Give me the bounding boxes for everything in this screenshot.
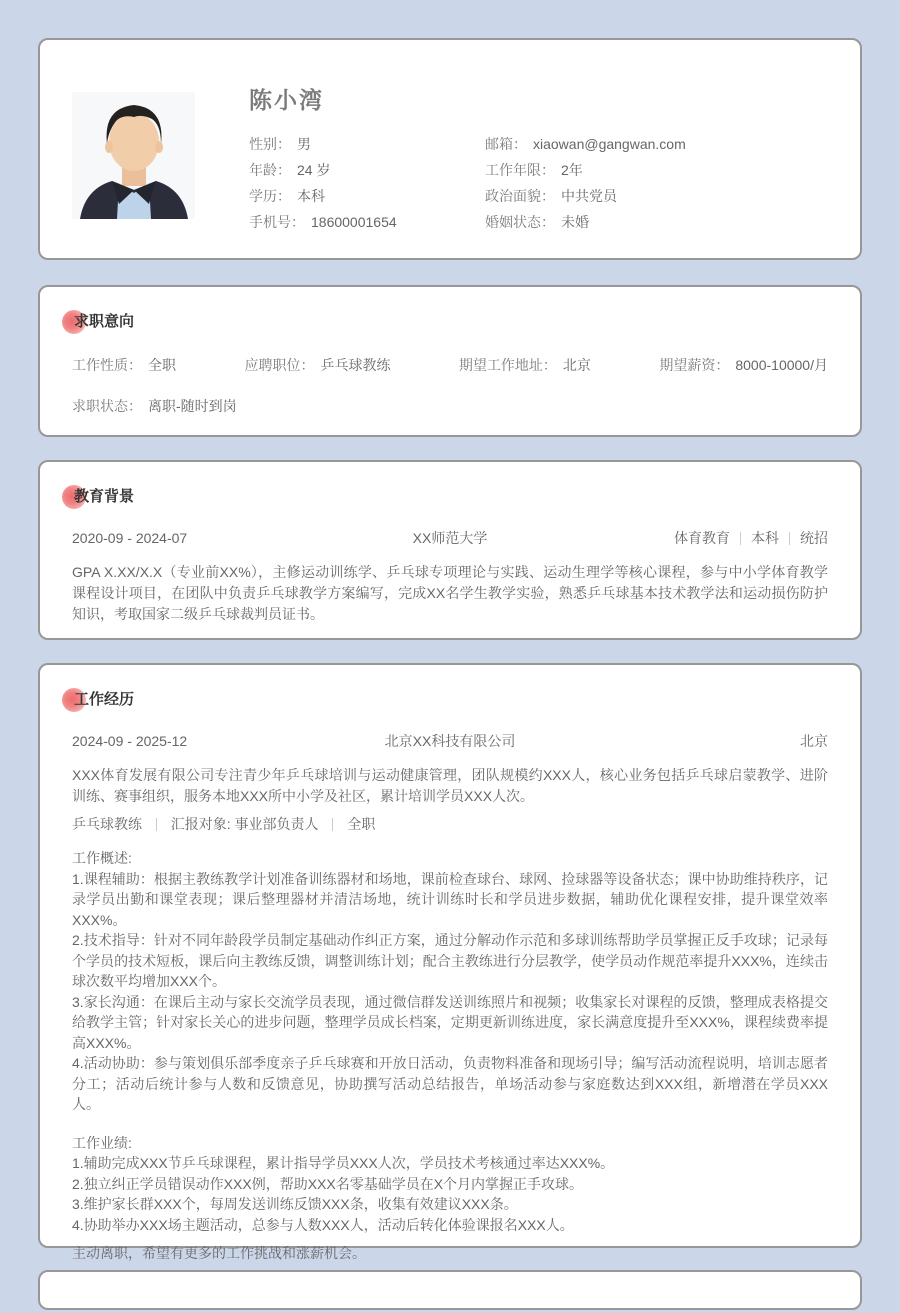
profile-fields: [249, 131, 828, 235]
education-admission: 统招: [800, 530, 828, 546]
field-degree-label: 学历：: [249, 188, 291, 204]
job-intention-title: [72, 313, 134, 331]
work-achievement-item: 3.维护家长群XXX个，每周发送训练反馈XXX条，收集有效建议XXX条。: [72, 1196, 518, 1212]
field-expected-salary: [659, 355, 828, 375]
field-job-nature: [72, 355, 176, 375]
work-location: 北京: [800, 733, 828, 749]
field-job-nature-label: 工作性质：: [72, 357, 142, 373]
field-job-nature-value: 全职: [148, 357, 176, 373]
work-overview-item: 4.活动协助：参与策划俱乐部季度亲子乒乓球赛和开放日活动，负责物料准备和现场引导；编写活动流程说明，培训志愿者分工；活动后统计参与人数和反馈意见，协助撰写活动总结报告，单场活动参与家庭数达到XXX组，新增潜在学员XXX人。: [72, 1055, 828, 1112]
field-phone-value: 18600001654: [311, 214, 397, 230]
field-degree: [249, 183, 485, 209]
work-overview-item: 1.课程辅助：根据主教练教学计划准备训练器材和场地，课前检查球台、球网、捡球器等设备状态；课中协助维持秩序，记录学员出勤和课堂表现；课后整理器材并清洁场地，统计训练时长和学员进步数据，辅助优化课程安排，提升课堂效率XXX%。: [72, 870, 828, 928]
field-marital-status: [485, 209, 828, 235]
work-overview-item: 3.家长沟通：在课后主动与家长交流学员表现，通过微信群发送训练照片和视频；收集家长对课程的反馈，整理成表格提交给教学主管；针对家长关心的进步问题，整理学员成长档案，定期更新训练进度，家长满意度提升至XXX%，课程续费率提高XXX%。: [72, 993, 828, 1051]
resume-page: [0, 38, 900, 1313]
field-target-position-label: 应聘职位：: [244, 357, 315, 373]
leave-reason: 主动离职，希望有更多的工作挑战和涨薪机会。: [72, 1245, 366, 1261]
field-target-position-value: 乒乓球教练: [320, 357, 391, 373]
company-intro: XXX体育发展有限公司专注青少年乒乓球培训与运动健康管理，团队规模约XXX人，核心业务包括乒乓球启蒙教学、进阶训练、赛事组织，服务本地XXX所中小学及社区，累计培训学员XXX人次。: [72, 767, 828, 804]
education-major: 体育教育: [674, 530, 730, 546]
field-degree-value: 本科: [297, 188, 325, 204]
work-achievement-item: 2.独立纠正学员错误动作XXX例，帮助XXX名零基础学员在X个月内掌握正手攻球。: [72, 1175, 584, 1192]
field-target-location: [459, 355, 591, 375]
field-gender: [249, 131, 485, 157]
work-overview-label: 工作概述:: [72, 850, 132, 866]
field-target-location-label: 期望工作地址：: [458, 357, 557, 373]
job-intention-title-text: 求职意向: [74, 313, 135, 330]
field-experience-years-value: 2年: [561, 162, 583, 178]
education-degree: 本科: [751, 530, 779, 546]
field-age-value: 24 岁: [297, 162, 331, 178]
field-marital-status-label: 婚姻状态：: [485, 214, 555, 230]
education-school: XX师范大学: [412, 530, 488, 546]
field-target-location-value: 北京: [562, 357, 591, 373]
field-job-status-label: 求职状态：: [72, 398, 142, 414]
separator: [740, 532, 741, 545]
field-target-position: [244, 355, 390, 375]
field-phone-label: 手机号：: [249, 214, 305, 230]
field-age: [249, 157, 485, 183]
field-gender-value: 男: [297, 136, 311, 152]
field-age-label: 年龄：: [249, 162, 291, 178]
field-email-label: 邮箱：: [485, 136, 527, 152]
work-job-type: 全职: [347, 816, 376, 832]
work-role: 乒乓球教练: [72, 816, 142, 832]
education-meta-row: [72, 528, 828, 548]
field-job-status: [72, 396, 828, 416]
profile-info: [249, 80, 828, 258]
field-gender-label: 性别：: [249, 136, 291, 152]
next-section-card-partial: [38, 1270, 862, 1310]
work-meta-row: [72, 731, 828, 751]
work-company: 北京XX科技有限公司: [384, 733, 516, 749]
education-card: [38, 460, 862, 640]
education-tags: [487, 528, 828, 548]
field-political-status-value: 中共党员: [561, 188, 617, 204]
field-experience-years-label: 工作年限：: [485, 162, 555, 178]
work-achievement-label: 工作业绩:: [72, 1134, 132, 1151]
field-marital-status-value: 未婚: [561, 214, 589, 230]
field-email-value: xiaowan@gangwan.com: [533, 136, 686, 152]
education-description: GPA X.XX/X.X（专业前XX%），主修运动训练学、乒乓球专项理论与实践、运动生理学等核心课程，参与中小学体育教学课程设计项目，在团队中负责乒乓球教学方案编写，完成XX名学生教学实验，熟悉乒乓球基本技术教学法和运动损伤防护知识，考取国家二级乒乓球裁判员证书。: [72, 564, 828, 622]
job-intention-row: [72, 355, 828, 375]
work-experience-title: [72, 691, 134, 709]
field-experience-years: [485, 157, 828, 183]
work-role-line: [72, 814, 828, 834]
profile-card: [38, 38, 862, 260]
candidate-name: 陈小湾: [249, 87, 324, 113]
profile-photo-image: [72, 92, 195, 219]
work-report-to: 汇报对象: 事业部负责人: [170, 816, 319, 832]
education-title: [72, 488, 134, 506]
work-achievement-item: 1.辅助完成XXX节乒乓球课程，累计指导学员XXX人次，学员技术考核通过率达XXX%。: [72, 1155, 615, 1171]
job-intention-card: [38, 285, 862, 437]
field-political-status-label: 政治面貌：: [485, 188, 555, 204]
field-email: [485, 131, 828, 157]
work-experience-card: [38, 663, 862, 1261]
work-experience-title-text: 工作经历: [74, 691, 135, 708]
field-job-status-value: 离职-随时到岗: [148, 398, 237, 414]
work-achievement-item: 4.协助举办XXX场主题活动，总参与人数XXX人，活动后转化体验课报名XXX人。: [72, 1216, 574, 1233]
field-expected-salary-label: 期望薪资：: [659, 357, 730, 373]
work-overview-item: 2.技术指导：针对不同年龄段学员制定基础动作纠正方案，通过分解动作示范和多球训练帮助学员掌握正反手攻球；记录每个学员的技术短板，课后向主教练反馈，调整训练计划；配合主教练进行分层教学，使学员动作规范率提升XXX%，连续击球次数平均增加XXX个。: [72, 932, 828, 989]
education-title-text: 教育背景: [74, 488, 135, 505]
separator: [156, 818, 157, 831]
separator: [789, 532, 790, 545]
work-overview-block: [72, 848, 828, 1115]
education-period: 2020-09 - 2024-07: [72, 530, 188, 546]
work-achievement-block: [72, 1133, 828, 1236]
job-status-row: [72, 396, 828, 416]
separator: [332, 818, 333, 831]
field-expected-salary-value: 8000-10000/月: [735, 357, 828, 373]
field-phone: [249, 209, 485, 235]
work-period: 2024-09 - 2025-12: [72, 733, 188, 749]
field-political-status: [485, 183, 828, 209]
profile-photo: [72, 92, 195, 219]
